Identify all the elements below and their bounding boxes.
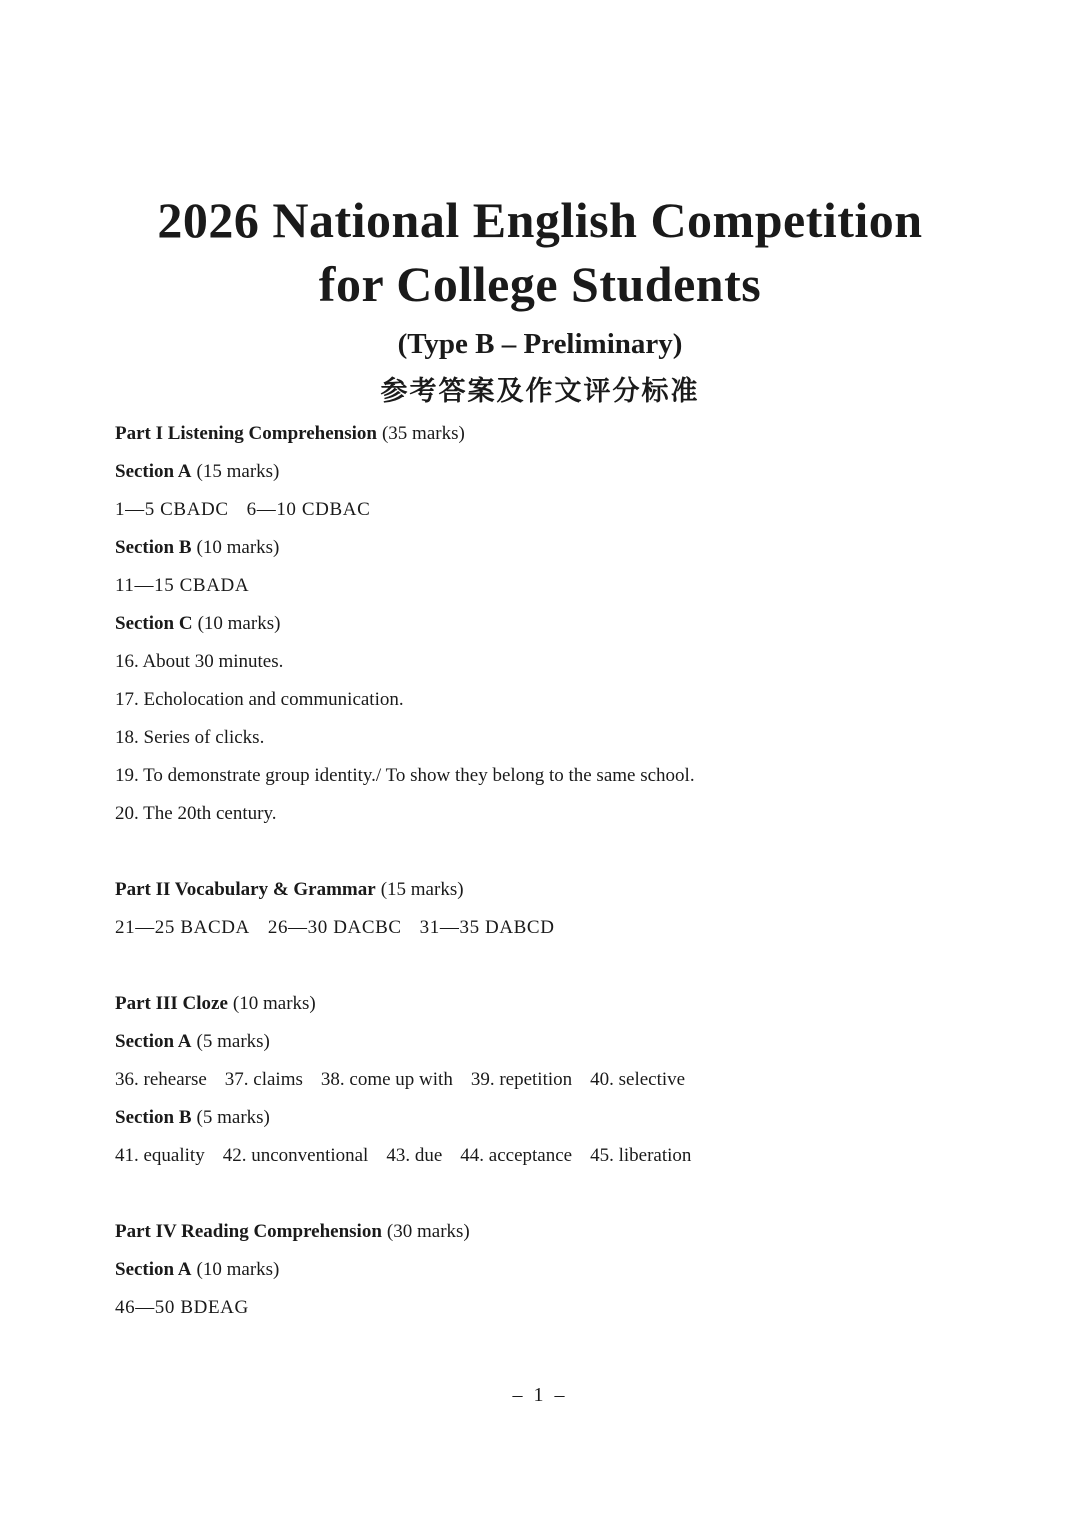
answer-group: 46—50 BDEAG [115,1297,249,1318]
answer-group: 26—30 DACBC [267,917,402,938]
part2-heading [115,871,995,909]
answer-group: 21—25 BACDA [115,917,250,938]
answer-line: 17. Echolocation and communication. [115,689,404,710]
section-title: Section A [115,1259,192,1280]
section-title: Section B [115,1107,192,1128]
section-marks: (5 marks) [196,1107,270,1128]
part1-secB-answers [115,567,995,605]
part4-secA-heading [115,1251,995,1289]
answer-word: 39. repetition [470,1069,573,1090]
answer-line: 19. To demonstrate group identity./ To show they belong to the same school. [115,765,695,786]
part1-secA-answers [115,491,995,529]
answer-word: 40. selective [590,1069,686,1090]
answer-word: 43. due [386,1145,443,1166]
part3-secA-answers [115,1061,995,1099]
part3-secB-heading [115,1099,995,1137]
title-line-1: 2026 National English Competition [157,192,923,248]
part4-secA-answers [115,1289,995,1327]
section-title: Section C [115,613,193,634]
answer-word: 38. come up with [320,1069,453,1090]
answer-word: 41. equality [115,1145,205,1166]
page-number: – 1 – [512,1384,568,1406]
part1-secA-heading [115,453,995,491]
part-marks: (10 marks) [232,993,316,1014]
answer-word: 42. unconventional [222,1145,369,1166]
answer-word: 36. rehearse [115,1069,207,1090]
part3-heading [115,985,995,1023]
answer-line: 16. About 30 minutes. [115,651,284,672]
section-marks: (5 marks) [196,1031,270,1052]
part-title: Part III Cloze [115,993,228,1014]
answer-line: 18. Series of clicks. [115,727,265,748]
part-title: Part II Vocabulary & Grammar [115,879,376,900]
answer-word: 44. acceptance [460,1145,573,1166]
section-marks: (10 marks) [196,1259,280,1280]
part2-answers [115,909,995,947]
chinese-title: 参考答案及作文评分标准 [380,376,700,407]
document-title-block [0,188,1080,412]
part-title: Part I Listening Comprehension [115,423,377,444]
section-marks: (10 marks) [197,613,281,634]
title-line-2: for College Students [318,256,762,312]
answer-group: 31—35 DABCD [419,917,555,938]
part4-heading [115,1213,995,1251]
part1-secB-heading [115,529,995,567]
section-title: Section A [115,1031,192,1052]
answer-word: 45. liberation [590,1145,692,1166]
answer-line: 20. The 20th century. [115,803,277,824]
part1-secC-heading [115,605,995,643]
answer-word: 37. claims [224,1069,303,1090]
answer-group: 1—5 CBADC [115,499,229,520]
part-marks: (35 marks) [381,423,465,444]
answer-group: 6—10 CDBAC [246,499,371,520]
answer-key-content [115,415,995,1327]
part1-heading [115,415,995,453]
answer-group: 11—15 CBADA [115,575,250,596]
part3-secA-heading [115,1023,995,1061]
part-title: Part IV Reading Comprehension [115,1221,382,1242]
section-marks: (10 marks) [196,537,280,558]
part3-secB-answers [115,1137,995,1175]
section-title: Section A [115,461,192,482]
section-marks: (15 marks) [196,461,280,482]
section-title: Section B [115,537,192,558]
subtitle: (Type B – Preliminary) [397,328,683,360]
part-marks: (15 marks) [380,879,464,900]
part-marks: (30 marks) [386,1221,470,1242]
